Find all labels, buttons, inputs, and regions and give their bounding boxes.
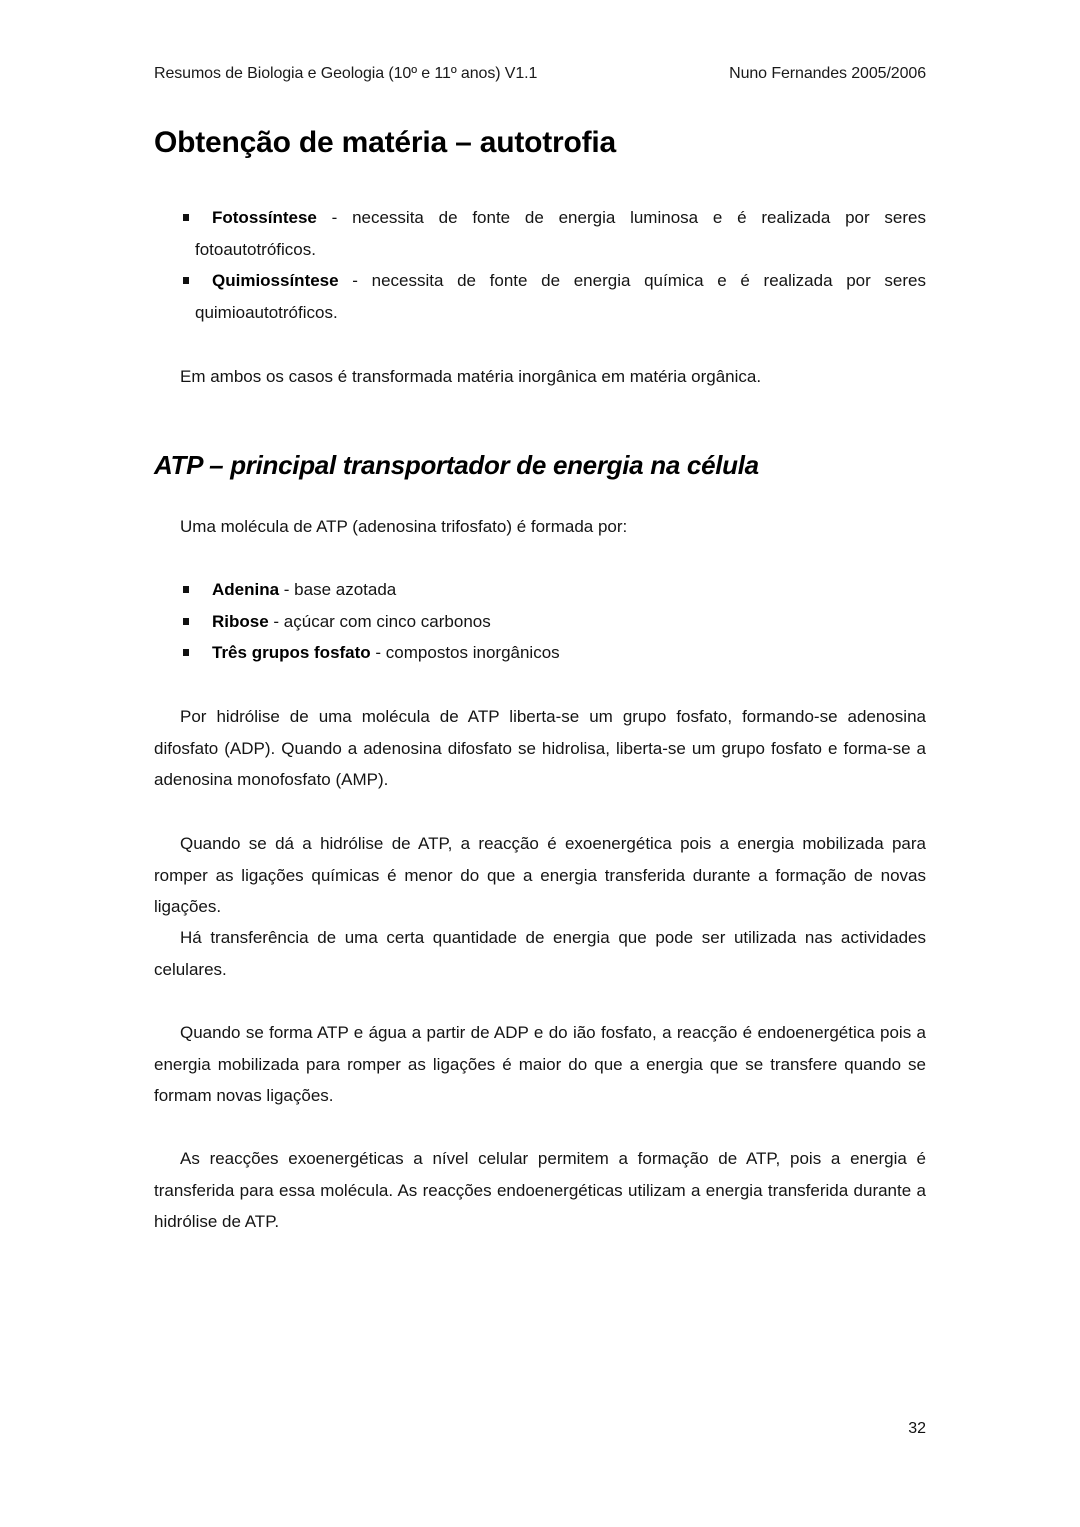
page-number: 32 [908,1420,926,1437]
square-bullet-icon [183,277,189,284]
list-item-term: Fotossíntese [212,208,317,227]
list-item [154,637,926,669]
list-item-term: Quimiossíntese [212,271,339,291]
list-item-separator: - [279,580,295,599]
atp-intro-paragraph: Uma molécula de ATP (adenosina trifosfato) é formada por: [180,517,628,536]
autotrofia-bullet-list [154,202,926,328]
energy-transfer-paragraph: Há transferência de uma certa quantidade de energia que pode ser utilizada nas actividades celulares. [154,928,926,979]
list-item-separator: - [370,643,386,663]
list-item-text: açúcar com cinco carbonos [283,611,491,631]
header-author: Nuno Fernandes 2005/2006 [729,65,926,82]
list-item [154,202,926,265]
header-title: Resumos de Biologia e Geologia (10º e 11º anos) V1.1 [154,65,538,82]
page-header [154,62,926,86]
list-item-term: Ribose [212,611,269,631]
list-item-separator: - [316,208,353,227]
atp-components-list [154,574,926,669]
list-item-separator: - [268,611,284,631]
endoenergetic-paragraph: Quando se forma ATP e água a partir de ADP e do ião fosfato, a reacção é endoenergética pois a energia mobilizada para romper as ligações é maior do que a energia que se transfere quando se formam novas ligações. [154,1023,926,1106]
square-bullet-icon [183,586,189,593]
list-item-text: compostos inorgânicos [385,643,560,663]
section-title-atp: ATP – principal transportador de energia na célula [154,450,759,480]
coupling-paragraph: As reacções exoenergéticas a nível celular permitem a formação de ATP, pois a energia é transferida para essa molécula. As reacções endoenergéticas utilizam a energia transferida durante a hidrólise de ATP. [154,1149,926,1232]
list-item-text: base azotada [294,580,397,599]
section-title-autotrofia: Obtenção de matéria – autotrofia [154,126,617,159]
list-item-term: Três grupos fosfato [212,643,371,663]
exoenergetic-paragraph: Quando se dá a hidrólise de ATP, a reacção é exoenergética pois a energia mobilizada para romper as ligações químicas é menor do que a energia transferida durante a formação de novas ligações. [154,834,926,917]
hydrolysis-paragraph: Por hidrólise de uma molécula de ATP liberta-se um grupo fosfato, formando-se adenosina difosfato (ADP). Quando a adenosina difosfato se hidrolisa, liberta-se um grupo fosfato e forma-se a adenosina monofosfato (AMP). [154,707,926,790]
list-item [154,574,926,606]
list-item-term: Adenina [212,580,280,599]
list-item-separator: - [338,271,372,291]
list-item-text: necessita de fonte de energia química e é realizada por seres quimioautotróficos. [195,271,927,322]
list-item [154,606,926,638]
autotrofia-summary-paragraph: Em ambos os casos é transformada matéria inorgânica em matéria orgânica. [180,367,762,386]
square-bullet-icon [183,214,189,221]
list-item-text: necessita de fonte de energia luminosa e é realizada por seres fotoautotróficos. [195,208,926,259]
square-bullet-icon [183,649,189,656]
list-item [154,265,926,328]
square-bullet-icon [183,618,189,625]
